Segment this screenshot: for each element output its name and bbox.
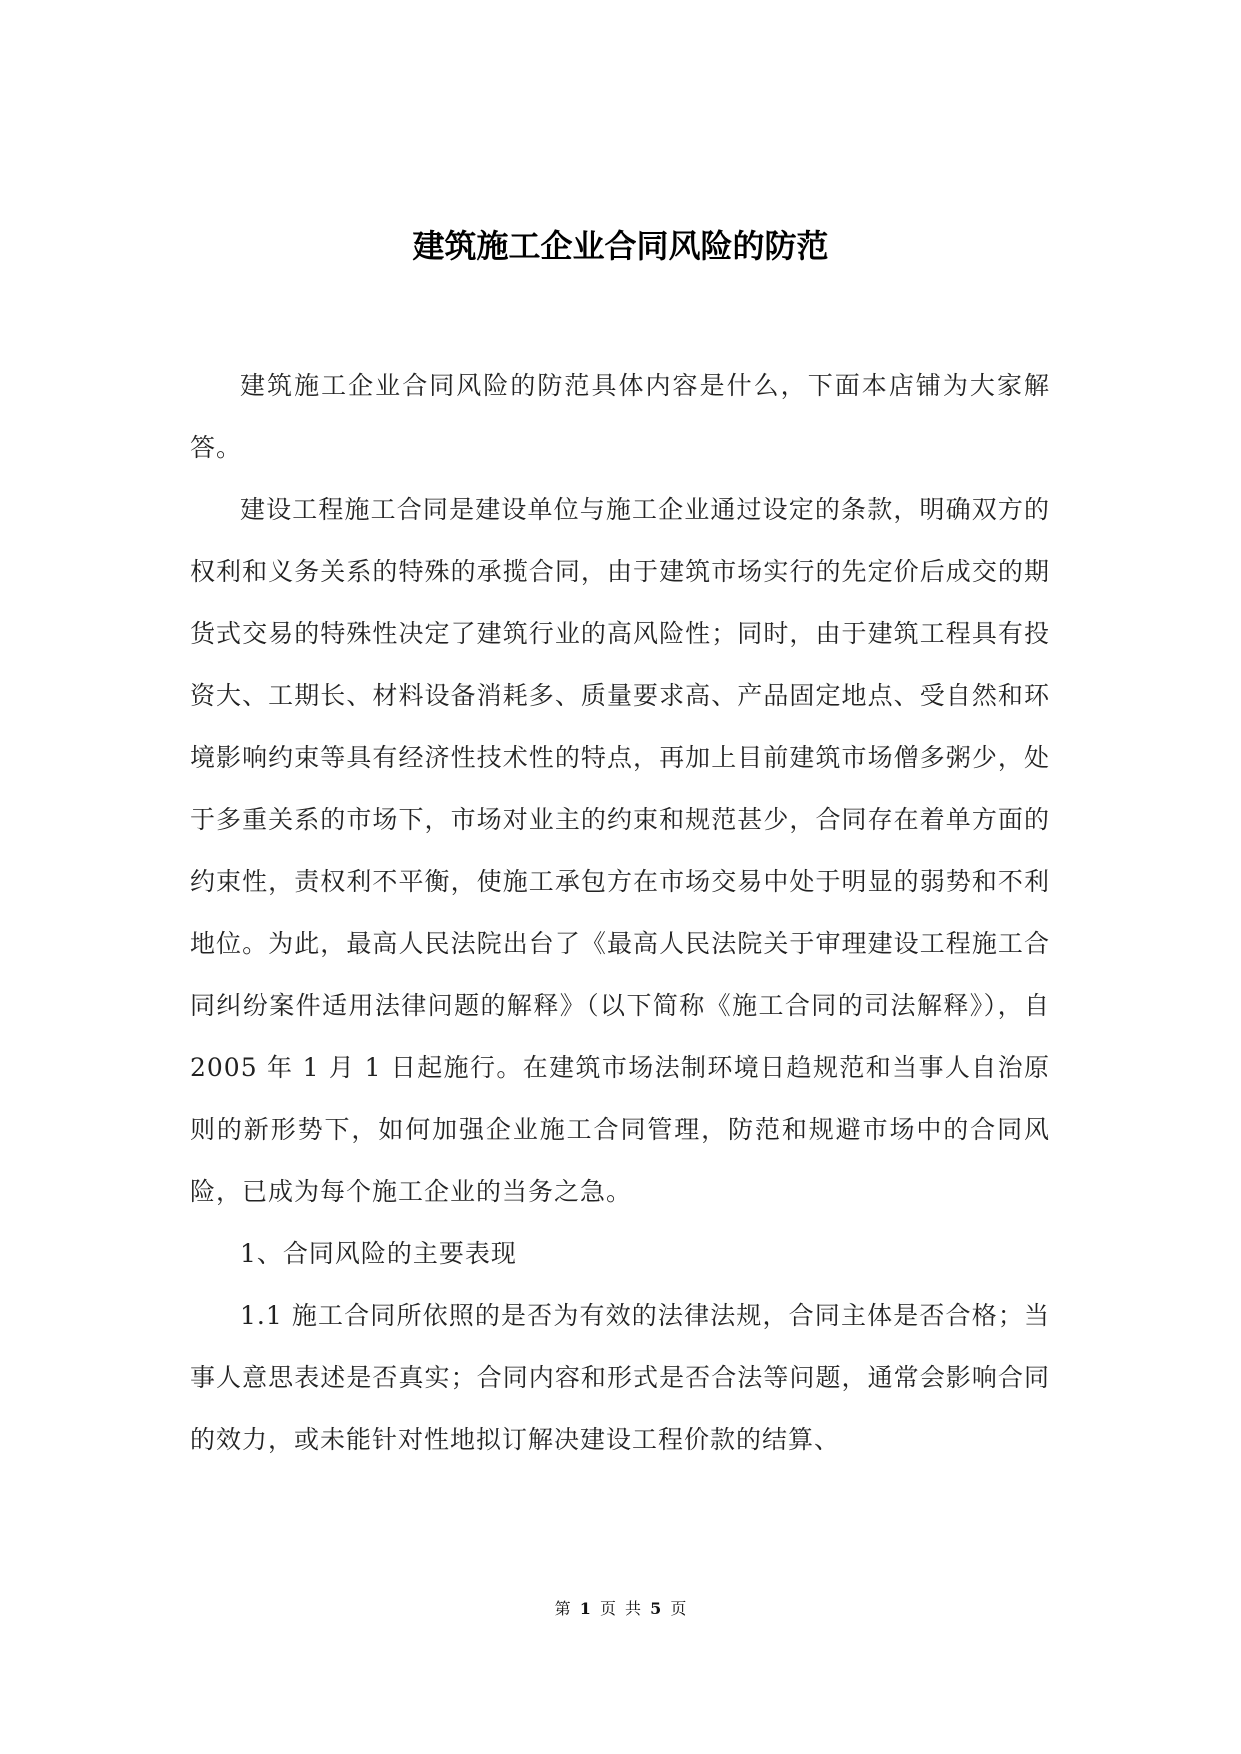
section-1-1-paragraph: 1.1 施工合同所依照的是否为有效的法律法规，合同主体是否合格；当事人意思表述是否真实；合同内容和形式是否合法等问题，通常会影响合同的效力，或未能针对性地拟订解决建设工程价款的结算、 (190, 1301, 1050, 1454)
intro-paragraph: 建筑施工企业合同风险的防范具体内容是什么，下面本店铺为大家解答。 (190, 371, 1050, 462)
footer-page-number: 1 (579, 1599, 591, 1618)
document-body (190, 355, 1050, 1471)
footer-total-pages: 5 (650, 1599, 662, 1618)
page-footer (0, 1597, 1241, 1621)
footer-middle: 页 共 (599, 1599, 642, 1618)
section-heading-1: 1、合同风险的主要表现 (240, 1239, 517, 1268)
background-paragraph: 建设工程施工合同是建设单位与施工企业通过设定的条款，明确双方的权利和义务关系的特殊的承揽合同，由于建筑市场实行的先定价后成交的期货式交易的特殊性决定了建筑行业的高风险性；同时，由于建筑工程具有投资大、工期长、材料设备消耗多、质量要求高、产品固定地点、受自然和环境影响约束等具有经济性技术性的特点，再加上目前建筑市场僧多粥少，处于多重关系的市场下，市场对业主的约束和规范甚少，合同存在着单方面的约束性，责权利不平衡，使施工承包方在市场交易中处于明显的弱势和不利地位。为此，最高人民法院出台了《最高人民法院关于审理建设工程施工合同纠纷案件适用法律问题的解释》（以下简称《施工合同的司法解释》），自 2005 年 1 月 1 日起施行。在建筑市场法制环境日趋规范和当事人自治原则的新形势下，如何加强企业施工合同管理，防范和规避市场中的合同风险，已成为每个施工企业的当务之急。 (190, 495, 1050, 1206)
footer-suffix: 页 (670, 1599, 687, 1618)
footer-prefix: 第 (554, 1599, 571, 1618)
document-title: 建筑施工企业合同风险的防范 (412, 227, 829, 265)
